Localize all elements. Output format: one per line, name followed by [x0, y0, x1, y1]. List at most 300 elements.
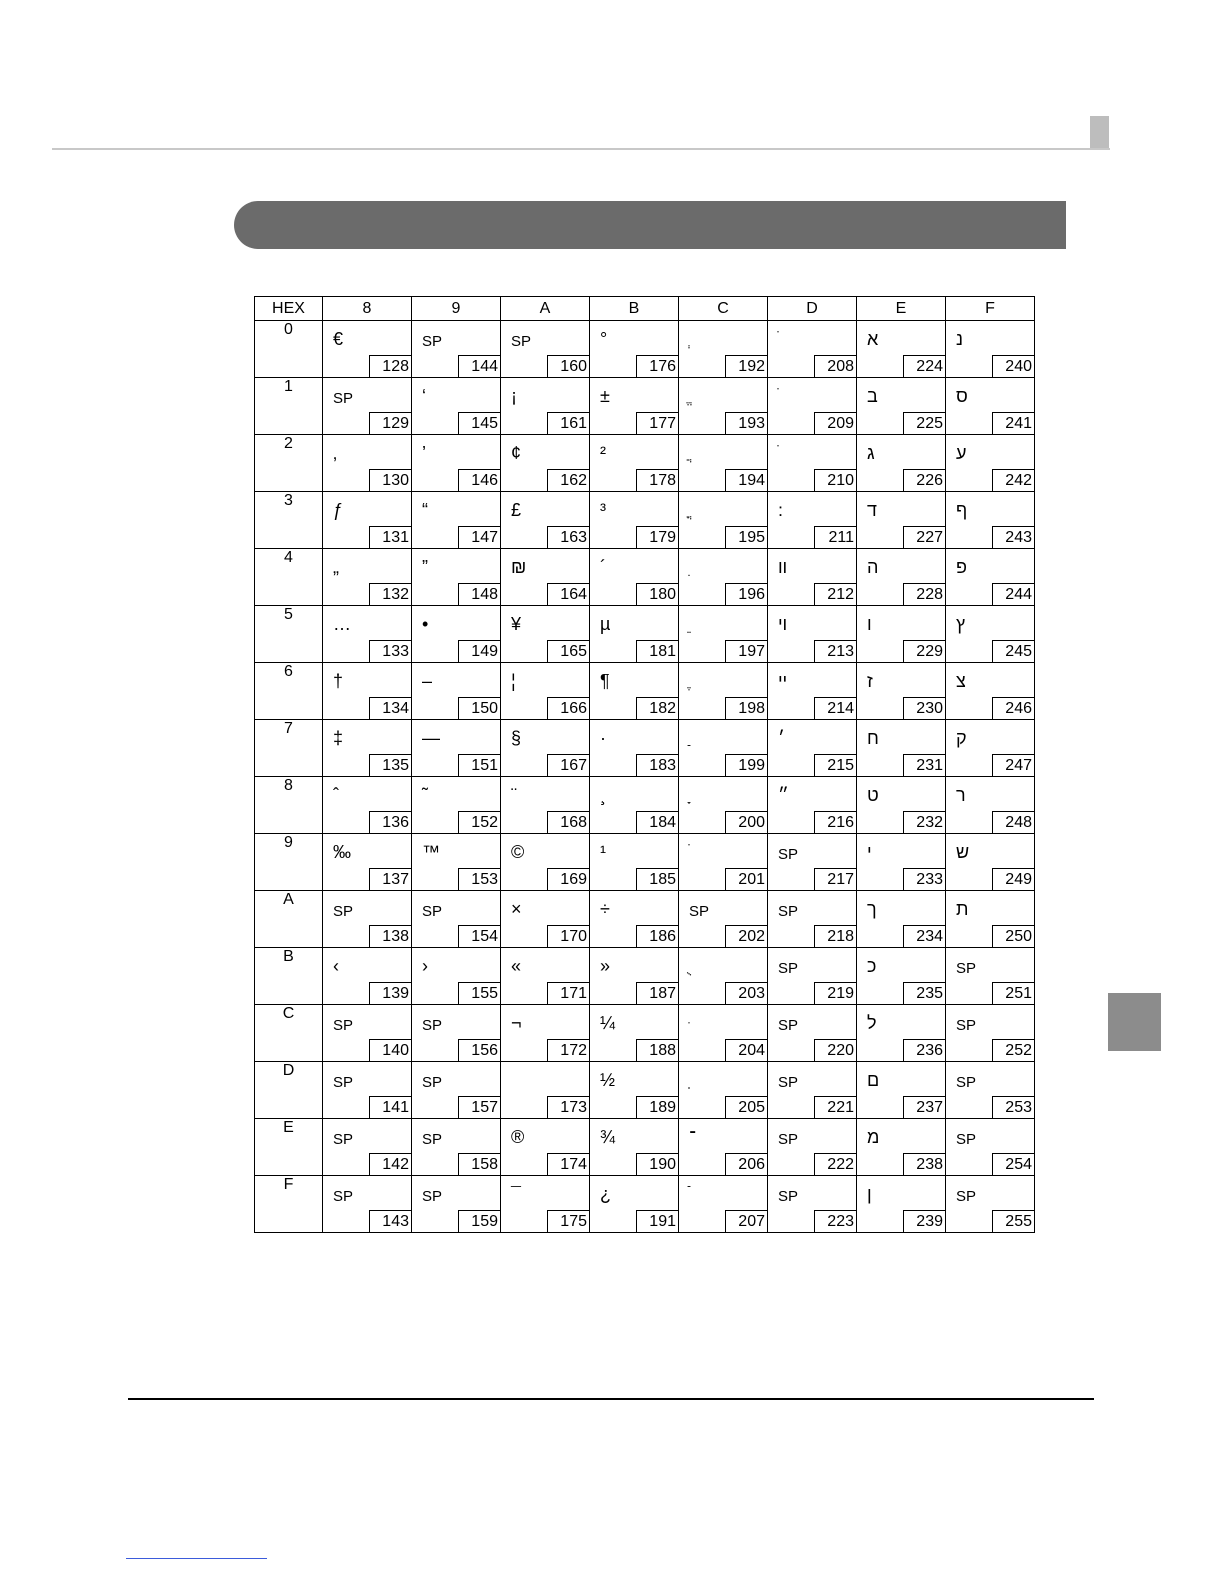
decimal-code: 168 [547, 811, 589, 833]
character-glyph: ₪ [511, 557, 527, 577]
character-glyph: ‹ [333, 956, 339, 976]
character-glyph: ח [867, 728, 879, 748]
character-glyph: ƒ [333, 500, 344, 520]
code-cell [857, 492, 946, 549]
code-cell [501, 891, 590, 948]
table-row [255, 1062, 1035, 1119]
table-row [255, 606, 1035, 663]
character-glyph: SP [956, 1017, 977, 1034]
character-glyph: ״ [778, 785, 789, 805]
code-cell [857, 549, 946, 606]
character-glyph: ¸ [600, 785, 606, 805]
code-cell [323, 777, 412, 834]
decimal-code: 185 [636, 868, 678, 890]
decimal-code: 246 [992, 697, 1034, 719]
code-cell [768, 1062, 857, 1119]
decimal-code: 244 [992, 583, 1034, 605]
character-glyph: SP [422, 1188, 443, 1205]
decimal-code: 241 [992, 412, 1034, 434]
code-cell [323, 492, 412, 549]
decimal-code: 169 [547, 868, 589, 890]
code-cell [946, 492, 1035, 549]
decimal-code: 215 [814, 754, 856, 776]
character-glyph: SP [422, 333, 443, 350]
decimal-code: 239 [903, 1210, 945, 1232]
decimal-code: 216 [814, 811, 856, 833]
character-glyph: SP [422, 903, 443, 920]
code-cell [857, 948, 946, 1005]
decimal-code: 157 [458, 1096, 500, 1118]
decimal-code: 153 [458, 868, 500, 890]
row-hex-label: 3 [255, 492, 323, 549]
character-glyph: · [600, 728, 606, 748]
decimal-code: 180 [636, 583, 678, 605]
decimal-code: 165 [547, 640, 589, 662]
code-cell [768, 948, 857, 1005]
code-cell [501, 435, 590, 492]
code-cell [768, 720, 857, 777]
character-glyph: ג [867, 443, 875, 463]
code-cell [412, 663, 501, 720]
character-glyph: SP [333, 1017, 354, 1034]
table-row [255, 435, 1035, 492]
decimal-code: 196 [725, 583, 767, 605]
code-cell [946, 435, 1035, 492]
character-glyph: ® [511, 1127, 525, 1147]
decimal-code: 186 [636, 925, 678, 947]
code-cell [946, 1062, 1035, 1119]
code-cell [857, 1005, 946, 1062]
code-cell [679, 435, 768, 492]
character-glyph: • [422, 614, 429, 634]
column-header-f: F [946, 297, 1035, 321]
character-glyph: SP [333, 1188, 354, 1205]
decimal-code: 136 [369, 811, 411, 833]
character-glyph: ‘ [422, 386, 426, 406]
code-cell [323, 378, 412, 435]
character-glyph: “ [422, 500, 428, 520]
table-row [255, 663, 1035, 720]
character-glyph: « [511, 956, 522, 976]
code-cell [412, 720, 501, 777]
character-glyph: ¶ [600, 671, 610, 691]
character-glyph: € [333, 329, 344, 349]
code-cell [412, 492, 501, 549]
character-glyph: ™ [422, 842, 440, 862]
character-glyph: ו [867, 614, 872, 634]
decimal-code: 172 [547, 1039, 589, 1061]
character-glyph: SP [422, 1074, 443, 1091]
table-row [255, 492, 1035, 549]
code-cell [323, 891, 412, 948]
code-cell [501, 1119, 590, 1176]
chapter-side-tab [1108, 993, 1161, 1051]
decimal-code: 206 [725, 1153, 767, 1175]
table-row [255, 1119, 1035, 1176]
row-hex-label: 9 [255, 834, 323, 891]
code-cell [590, 1119, 679, 1176]
decimal-code: 224 [903, 355, 945, 377]
character-glyph: ’ [422, 443, 426, 463]
decimal-code: 240 [992, 355, 1034, 377]
code-cell [857, 1119, 946, 1176]
character-glyph: › [422, 956, 428, 976]
character-glyph: SP [333, 903, 354, 920]
character-glyph: ף [956, 500, 968, 520]
code-cell [590, 321, 679, 378]
table-row [255, 834, 1035, 891]
character-glyph: ק [956, 728, 967, 748]
header-rule [52, 148, 1110, 150]
code-cell [946, 606, 1035, 663]
decimal-code: 200 [725, 811, 767, 833]
row-hex-label: D [255, 1062, 323, 1119]
decimal-code: 146 [458, 469, 500, 491]
decimal-code: 236 [903, 1039, 945, 1061]
code-cell [946, 777, 1035, 834]
character-glyph: – [422, 671, 433, 691]
decimal-code: 203 [725, 982, 767, 1004]
code-cell [590, 948, 679, 1005]
code-cell [590, 378, 679, 435]
decimal-code: 207 [725, 1210, 767, 1232]
decimal-code: 210 [814, 469, 856, 491]
decimal-code: 237 [903, 1096, 945, 1118]
character-glyph: SP [333, 1074, 354, 1091]
decimal-code: 232 [903, 811, 945, 833]
decimal-code: 182 [636, 697, 678, 719]
header-tab-marker [1090, 116, 1109, 148]
code-cell [323, 321, 412, 378]
character-glyph: ¿ [600, 1184, 611, 1204]
code-cell [679, 948, 768, 1005]
decimal-code: 166 [547, 697, 589, 719]
row-hex-label: B [255, 948, 323, 1005]
character-glyph: ט [867, 785, 879, 805]
code-cell [768, 834, 857, 891]
row-hex-label: 2 [255, 435, 323, 492]
character-glyph: SP [422, 1017, 443, 1034]
decimal-code: 184 [636, 811, 678, 833]
decimal-code: 247 [992, 754, 1034, 776]
code-cell [857, 1062, 946, 1119]
decimal-code: 221 [814, 1096, 856, 1118]
decimal-code: 128 [369, 355, 411, 377]
table-row [255, 777, 1035, 834]
code-cell [590, 606, 679, 663]
decimal-code: 148 [458, 583, 500, 605]
decimal-code: 204 [725, 1039, 767, 1061]
character-glyph: ¼ [600, 1013, 616, 1033]
decimal-code: 235 [903, 982, 945, 1004]
decimal-code: 242 [992, 469, 1034, 491]
code-cell [412, 549, 501, 606]
character-glyph: ױ [778, 614, 788, 634]
code-cell [323, 1005, 412, 1062]
character-glyph: ¦ [511, 671, 516, 691]
row-hex-label: C [255, 1005, 323, 1062]
decimal-code: 238 [903, 1153, 945, 1175]
code-cell [946, 663, 1035, 720]
code-cell [857, 1176, 946, 1233]
character-glyph: ץ [956, 614, 966, 634]
decimal-code: 249 [992, 868, 1034, 890]
decimal-code: 213 [814, 640, 856, 662]
code-cell [501, 1062, 590, 1119]
character-glyph: SP [778, 960, 799, 977]
code-cell [679, 492, 768, 549]
row-hex-label: 6 [255, 663, 323, 720]
character-glyph: ײ [778, 671, 788, 691]
code-cell [679, 663, 768, 720]
character-glyph: ¬ [511, 1013, 522, 1033]
decimal-code: 164 [547, 583, 589, 605]
decimal-code: 211 [814, 526, 856, 548]
character-glyph: SP [333, 390, 354, 407]
decimal-code: 202 [725, 925, 767, 947]
code-cell [412, 435, 501, 492]
character-glyph: SP [778, 903, 799, 920]
character-glyph: SP [956, 1074, 977, 1091]
code-cell [679, 1005, 768, 1062]
character-glyph: ‡ [333, 728, 344, 748]
decimal-code: 147 [458, 526, 500, 548]
decimal-code: 194 [725, 469, 767, 491]
code-cell [768, 663, 857, 720]
character-glyph: ת [956, 899, 969, 919]
code-cell [768, 606, 857, 663]
code-cell [590, 549, 679, 606]
row-hex-label: 5 [255, 606, 323, 663]
decimal-code: 188 [636, 1039, 678, 1061]
code-cell [501, 549, 590, 606]
character-glyph: ¹ [600, 842, 606, 862]
code-cell [857, 891, 946, 948]
decimal-code: 209 [814, 412, 856, 434]
decimal-code: 255 [992, 1210, 1034, 1232]
decimal-code: 137 [369, 868, 411, 890]
character-glyph: ‚ [333, 443, 337, 463]
decimal-code: 222 [814, 1153, 856, 1175]
character-glyph: א [867, 329, 879, 349]
character-glyph: ¡ [511, 386, 517, 406]
character-glyph: ך [867, 899, 877, 919]
code-cell [412, 321, 501, 378]
code-cell [501, 378, 590, 435]
code-cell [590, 663, 679, 720]
code-cell [857, 663, 946, 720]
character-glyph: ˜ [422, 785, 428, 805]
decimal-code: 144 [458, 355, 500, 377]
character-glyph: ׳ [778, 728, 785, 748]
decimal-code: 201 [725, 868, 767, 890]
column-header-a: A [501, 297, 590, 321]
decimal-code: 132 [369, 583, 411, 605]
code-cell [590, 435, 679, 492]
code-cell [323, 435, 412, 492]
code-cell [590, 834, 679, 891]
column-header-c: C [679, 297, 768, 321]
footer-rule [128, 1398, 1094, 1400]
code-cell [946, 378, 1035, 435]
decimal-code: 214 [814, 697, 856, 719]
character-glyph: SP [956, 1188, 977, 1205]
decimal-code: 199 [725, 754, 767, 776]
decimal-code: 154 [458, 925, 500, 947]
code-cell [768, 1176, 857, 1233]
character-glyph: י [867, 842, 872, 862]
decimal-code: 233 [903, 868, 945, 890]
character-glyph: צ [956, 671, 966, 691]
character-glyph: ב [867, 386, 878, 406]
decimal-code: 140 [369, 1039, 411, 1061]
code-cell [679, 378, 768, 435]
code-cell [857, 777, 946, 834]
row-hex-label: F [255, 1176, 323, 1233]
code-cell [323, 606, 412, 663]
code-cell [679, 1062, 768, 1119]
code-cell [412, 834, 501, 891]
decimal-code: 251 [992, 982, 1034, 1004]
character-glyph: ד [867, 500, 877, 520]
character-glyph: © [511, 842, 525, 862]
character-glyph: SP [778, 1074, 799, 1091]
table-row [255, 378, 1035, 435]
decimal-code: 138 [369, 925, 411, 947]
code-cell [501, 606, 590, 663]
footer-link-underline[interactable] [126, 1558, 267, 1559]
code-cell [946, 1005, 1035, 1062]
decimal-code: 253 [992, 1096, 1034, 1118]
character-glyph: „ [333, 557, 339, 577]
table-row [255, 948, 1035, 1005]
character-glyph: נ [956, 329, 964, 349]
decimal-code: 226 [903, 469, 945, 491]
code-cell [946, 321, 1035, 378]
character-glyph: µ [600, 614, 611, 634]
code-cell [857, 378, 946, 435]
code-cell [857, 321, 946, 378]
character-glyph: † [333, 671, 344, 691]
code-cell [323, 1119, 412, 1176]
code-cell [590, 1062, 679, 1119]
character-glyph: ° [600, 329, 608, 349]
code-cell [323, 1062, 412, 1119]
code-cell [323, 720, 412, 777]
decimal-code: 234 [903, 925, 945, 947]
code-cell [412, 891, 501, 948]
code-cell [323, 948, 412, 1005]
decimal-code: 198 [725, 697, 767, 719]
character-glyph: SP [333, 1131, 354, 1148]
character-glyph: ² [600, 443, 606, 463]
code-cell [857, 435, 946, 492]
character-glyph: ´ [600, 557, 606, 577]
decimal-code: 158 [458, 1153, 500, 1175]
column-header-9: 9 [412, 297, 501, 321]
decimal-code: 243 [992, 526, 1034, 548]
code-cell [946, 1176, 1035, 1233]
character-glyph: ם [867, 1070, 880, 1090]
column-header-b: B [590, 297, 679, 321]
decimal-code: 193 [725, 412, 767, 434]
table-row [255, 891, 1035, 948]
character-glyph: פ [956, 557, 967, 577]
code-cell [323, 834, 412, 891]
code-cell [323, 663, 412, 720]
code-cell [679, 777, 768, 834]
character-glyph: ר [956, 785, 966, 805]
code-cell [679, 549, 768, 606]
decimal-code: 178 [636, 469, 678, 491]
decimal-code: 245 [992, 640, 1034, 662]
character-glyph: ע [956, 443, 967, 463]
character-glyph: װ [778, 557, 788, 577]
decimal-code: 139 [369, 982, 411, 1004]
decimal-code: 162 [547, 469, 589, 491]
code-cell [412, 948, 501, 1005]
code-cell [768, 549, 857, 606]
table-row [255, 720, 1035, 777]
character-glyph: » [600, 956, 611, 976]
character-glyph: ס [956, 386, 968, 406]
code-cell [679, 720, 768, 777]
decimal-code: 163 [547, 526, 589, 548]
code-cell [412, 1176, 501, 1233]
decimal-code: 161 [547, 412, 589, 434]
character-glyph: ¾ [600, 1127, 616, 1147]
decimal-code: 159 [458, 1210, 500, 1232]
character-glyph: כ [867, 956, 877, 976]
character-glyph: SP [422, 1131, 443, 1148]
decimal-code: 250 [992, 925, 1034, 947]
code-cell [946, 891, 1035, 948]
decimal-code: 131 [369, 526, 411, 548]
character-glyph: ¯ [511, 1184, 521, 1204]
code-cell [946, 948, 1035, 1005]
decimal-code: 160 [547, 355, 589, 377]
code-cell [501, 948, 590, 1005]
decimal-code: 228 [903, 583, 945, 605]
code-cell [501, 321, 590, 378]
character-glyph: — [422, 728, 440, 748]
decimal-code: 152 [458, 811, 500, 833]
character-glyph: SP [778, 1131, 799, 1148]
code-cell [412, 777, 501, 834]
character-glyph: SP [689, 903, 710, 920]
decimal-code: 129 [369, 412, 411, 434]
column-header-d: D [768, 297, 857, 321]
column-header-8: 8 [323, 297, 412, 321]
character-glyph: £ [511, 500, 522, 520]
character-glyph: SP [511, 333, 532, 350]
code-cell [590, 1176, 679, 1233]
character-glyph: ־ [689, 1127, 696, 1147]
decimal-code: 150 [458, 697, 500, 719]
decimal-code: 142 [369, 1153, 411, 1175]
decimal-code: 218 [814, 925, 856, 947]
code-cell [857, 720, 946, 777]
code-cell [768, 1005, 857, 1062]
code-cell [412, 1062, 501, 1119]
code-cell [946, 1119, 1035, 1176]
character-glyph: SP [956, 960, 977, 977]
character-glyph: ‰ [333, 842, 351, 862]
decimal-code: 197 [725, 640, 767, 662]
code-cell [412, 378, 501, 435]
decimal-code: 229 [903, 640, 945, 662]
character-glyph: × [511, 899, 522, 919]
